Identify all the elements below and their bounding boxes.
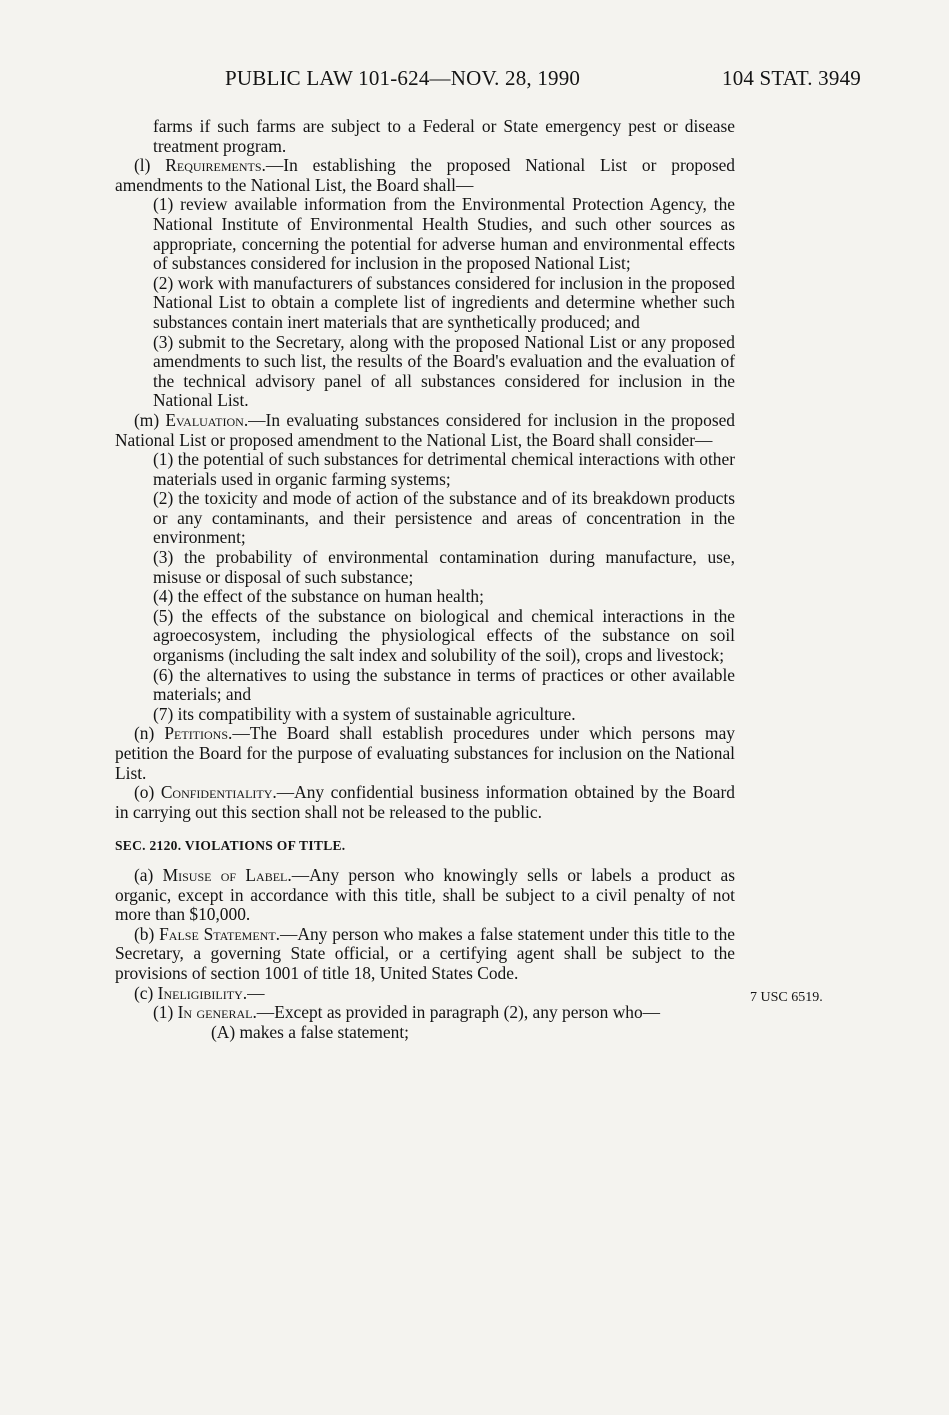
margin-note-usc: 7 USC 6519. [750,990,823,1005]
paragraph-m-5: (5) the effects of the substance on biological and chemical interactions in the agroecosystem, including the physiological effects of the substance on soil organisms (including the salt index and solubility of the soil), crops and livestock; [153,605,735,666]
paragraph-c-1-text: .—Except as provided in paragraph (2), any person who— [252,1002,661,1023]
paragraph-c-1-label: (1) [153,1002,178,1023]
paragraph-c-1 [153,1003,735,1023]
subsection-c-text: .— [242,982,265,1003]
subparagraph-c-1-a: (A) makes a false statement; [211,1021,409,1042]
paragraph-l-2: (2) work with manufacturers of substances considered for inclusion in the proposed National List to obtain a complete list of ingredients and determine whether such substances contain inert materials that are synthetically produced; and [153,272,735,332]
paragraph-m-3: (3) the probability of environmental contamination during manufacture, use, misuse or disposal of such substance; [153,547,735,587]
paragraph-m-7: (7) its compatibility with a system of sustainable agriculture. [153,703,576,724]
subsection-a-text: .—Any person who knowingly sells or labels a product as organic, except in accordance with this title, shall be subject to a civil penalty of not more than $10,000. [115,864,736,925]
section-heading: SEC. 2120. VIOLATIONS OF TITLE. [115,838,346,854]
subsection-c [115,984,735,1004]
subsection-l-heading: Requirements [165,155,262,176]
subsection-n [115,724,735,783]
subsection-m-heading: Evaluation [165,409,244,430]
subsection-c-heading: Ineligibility [157,982,243,1003]
subsection-o-heading: Confidentiality [160,782,273,803]
subsection-b-heading: False Statement [159,923,276,944]
paragraph-c-1-heading: In general [177,1002,253,1023]
subsection-m-text: .—In evaluating substances considered for inclusion in the proposed National List or proposed amendment to the National List, the Board shall consider— [115,409,735,450]
subsection-m [115,411,735,450]
subsection-c-label: (c) [134,982,158,1003]
header-stat-page: 104 STAT. 3949 [722,66,861,90]
subsection-a [115,866,735,925]
subsection-n-label: (n) [134,723,165,744]
paragraph-m-4: (4) the effect of the substance on human health; [153,586,484,607]
subsection-b-text: .—Any person who makes a false statement under this title to the Secretary, a governing State official, or a certifying agent shall be subject to the provisions of section 1001 of title 18, United States Code. [115,923,735,983]
subsection-o-text: .—Any confidential business information obtained by the Board in carrying out this section shall not be released to the public. [115,782,735,822]
subsection-m-label: (m) [134,409,166,430]
subsection-a-label: (a) [134,864,163,885]
header-title: PUBLIC LAW 101-624—NOV. 28, 1990 [225,66,581,90]
paragraph-l-1: (1) review available information from the Environmental Protection Agency, the National Institute of Environmental Health Studies, and such other sources as appropriate, concerning the potential for adverse human and environmental effects of substances considered for inclusion in the proposed National List; [153,194,735,274]
paragraph-m-1: (1) the potential of such substances for detrimental chemical interactions with other materials used in organic farming systems; [153,449,735,489]
paragraph-m-2: (2) the toxicity and mode of action of the substance and of its breakdown products or any contaminants, and their persistence and areas of concentration in the environment; [153,488,735,548]
subsection-b [115,925,735,984]
page-header [0,66,949,96]
subsection-b-label: (b) [134,923,160,944]
paragraph-m-6: (6) the alternatives to using the substance in terms of practices or other available materials; and [153,664,735,705]
paragraph-continuation: farms if such farms are subject to a Federal or State emergency pest or disease treatment program. [153,116,735,156]
subsection-a-heading: Misuse of Label [162,864,288,885]
subsection-l-label: (l) [134,155,166,176]
subsection-o-label: (o) [134,782,161,803]
subsection-o [115,783,735,822]
subsection-n-text: .—The Board shall establish procedures under which persons may petition the Board for the purpose of evaluating substances for inclusion on the National List. [115,723,735,783]
document-body [115,117,735,1042]
paragraph-l-3: (3) submit to the Secretary, along with the proposed National List or any proposed amendments to such list, the results of the Board's evaluation and the evaluation of the technical advisory panel of all substances considered for inclusion in the National List. [153,331,735,411]
subsection-n-heading: Petitions [164,723,229,744]
subsection-l-text: .—In establishing the proposed National List or proposed amendments to the National List, the Board shall— [115,155,736,195]
subsection-l [115,156,735,195]
